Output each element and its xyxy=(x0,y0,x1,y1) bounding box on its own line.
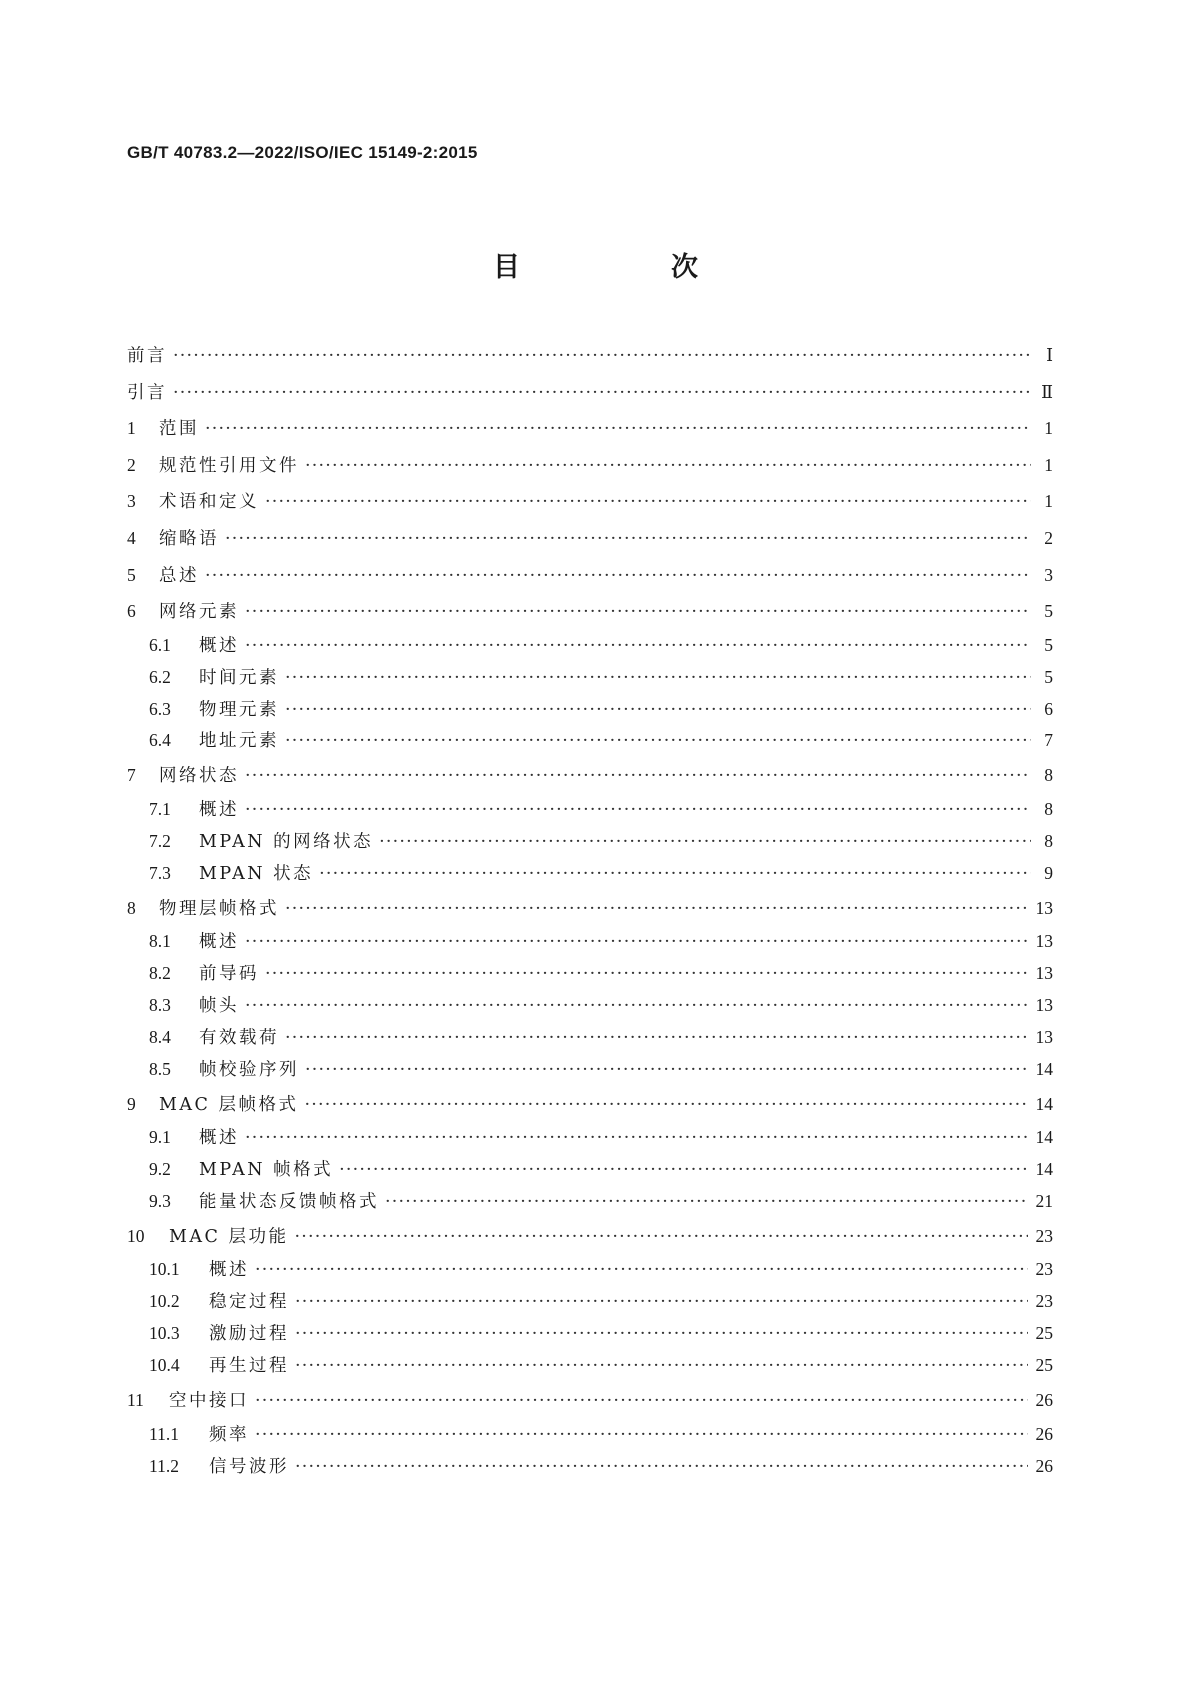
toc-entry-number: 7.2 xyxy=(149,830,171,851)
toc-subentry[interactable] xyxy=(127,990,1053,1022)
toc-entry-page: 14 xyxy=(1035,1127,1053,1148)
toc-entry-number: 8.5 xyxy=(149,1058,171,1079)
toc-entry-number: 6.2 xyxy=(149,666,171,687)
toc-entry[interactable] xyxy=(127,337,1053,374)
dot-leader xyxy=(265,959,1028,991)
toc-subentry[interactable] xyxy=(127,1122,1053,1154)
toc-entry-page: 8 xyxy=(1044,830,1053,851)
toc-entry[interactable] xyxy=(127,1218,1053,1255)
toc-entry-title: 帧校验序列 xyxy=(199,1059,299,1080)
dot-leader xyxy=(245,758,1031,795)
dot-leader xyxy=(173,375,1031,412)
toc-entry-title: 概述 xyxy=(199,635,239,656)
toc-entry[interactable] xyxy=(127,520,1053,557)
toc-entry-page: 23 xyxy=(1035,1225,1053,1246)
toc-entry-number: 7.1 xyxy=(149,798,171,819)
dot-leader xyxy=(305,448,1031,485)
toc-entry-title: 前导码 xyxy=(199,964,259,985)
toc-entry-number: 10.2 xyxy=(149,1291,180,1312)
toc-entry-page: 2 xyxy=(1044,527,1053,548)
toc-entry[interactable] xyxy=(127,483,1053,520)
toc-entry-page: 13 xyxy=(1035,897,1053,918)
toc-subentry[interactable] xyxy=(127,958,1053,990)
toc-entry-page: 14 xyxy=(1035,1058,1053,1079)
toc-entry-page: 13 xyxy=(1035,1026,1053,1047)
toc-entry-number: 10.3 xyxy=(149,1323,180,1344)
toc-entry-page: 5 xyxy=(1044,666,1053,687)
dot-leader xyxy=(265,484,1031,521)
toc-entry-title: 概述 xyxy=(199,1128,239,1149)
toc-entry-page: 21 xyxy=(1035,1191,1053,1211)
toc-entry-title: 网络元素 xyxy=(159,602,239,623)
toc-entry-title: 信号波形 xyxy=(209,1456,289,1477)
toc-entry-number: 3 xyxy=(127,491,136,512)
dot-leader xyxy=(295,1351,1028,1383)
dot-leader xyxy=(205,411,1031,448)
toc-entry-number: 11.1 xyxy=(149,1423,179,1444)
toc-subentry[interactable] xyxy=(127,794,1053,826)
toc-entry-title: 术语和定义 xyxy=(159,492,259,513)
toc-entry-title: 稳定过程 xyxy=(209,1292,289,1313)
toc-entry-title: 时间元素 xyxy=(199,667,279,688)
toc-entry-title: 范围 xyxy=(159,419,199,440)
toc-entry-page: 25 xyxy=(1035,1355,1053,1376)
toc-subentry[interactable] xyxy=(127,694,1053,726)
toc-entry-number: 9 xyxy=(127,1093,136,1114)
dot-leader xyxy=(285,695,1031,727)
toc-entry-number: 8.4 xyxy=(149,1026,171,1047)
dot-leader xyxy=(245,594,1031,631)
toc-entry-page: 13 xyxy=(1035,963,1053,984)
dot-leader xyxy=(379,827,1031,859)
toc-entry-page: 6 xyxy=(1044,698,1053,719)
toc-entry-page: 13 xyxy=(1035,994,1053,1015)
toc-entry-number: 4 xyxy=(127,527,136,548)
toc-entry[interactable] xyxy=(127,593,1053,630)
table-of-contents xyxy=(127,337,1053,1482)
toc-entry-title: 概述 xyxy=(209,1260,249,1281)
toc-entry-number: 6.4 xyxy=(149,730,171,751)
dot-leader xyxy=(255,1420,1028,1452)
toc-entry-number: 10.4 xyxy=(149,1355,180,1376)
toc-entry-title: MPAN 的网络状态 xyxy=(199,831,374,852)
toc-entry-number: 6.1 xyxy=(149,634,171,655)
toc-entry-page: 7 xyxy=(1044,730,1053,751)
toc-subentry[interactable] xyxy=(127,1154,1053,1186)
toc-subentry[interactable] xyxy=(127,725,1053,757)
toc-entry-number: 9.3 xyxy=(149,1191,171,1211)
dot-leader xyxy=(285,726,1031,758)
toc-entry-title: 频率 xyxy=(209,1424,249,1445)
toc-entry-page: 14 xyxy=(1035,1093,1053,1114)
toc-entry-number: 1 xyxy=(127,418,136,439)
toc-subentry[interactable] xyxy=(127,1022,1053,1054)
toc-entry-title: 空中接口 xyxy=(169,1391,249,1412)
toc-entry[interactable] xyxy=(127,757,1053,794)
toc-entry-number: 8 xyxy=(127,897,136,918)
dot-leader xyxy=(305,1055,1028,1087)
toc-entry-page: 26 xyxy=(1035,1455,1053,1476)
dot-leader xyxy=(295,1219,1028,1256)
toc-entry-title: 再生过程 xyxy=(209,1356,289,1377)
page-title: 目 次 xyxy=(493,252,760,283)
toc-entry-number: 6.3 xyxy=(149,698,171,719)
toc-entry-page: 8 xyxy=(1044,765,1053,786)
toc-entry-page: 23 xyxy=(1035,1291,1053,1312)
toc-subentry[interactable] xyxy=(127,858,1053,890)
toc-entry[interactable] xyxy=(127,374,1053,411)
toc-subentry[interactable] xyxy=(127,926,1053,958)
toc-entry-number: 8.1 xyxy=(149,931,171,952)
dot-leader xyxy=(295,1287,1028,1319)
dot-leader xyxy=(205,558,1031,595)
toc-entry[interactable] xyxy=(127,410,1053,447)
toc-entry-page: 26 xyxy=(1035,1390,1053,1411)
toc-entry[interactable] xyxy=(127,557,1053,594)
toc-entry-title: 概述 xyxy=(199,799,239,820)
dot-leader xyxy=(245,927,1028,959)
toc-entry-page: 5 xyxy=(1044,601,1053,622)
toc-entry-page: 9 xyxy=(1044,862,1053,883)
toc-entry-page: 1 xyxy=(1044,491,1053,512)
dot-leader xyxy=(245,631,1031,663)
toc-entry-number: 9.2 xyxy=(149,1159,171,1180)
toc-entry-page: 23 xyxy=(1035,1259,1053,1280)
toc-entry-title: MAC 层功能 xyxy=(169,1226,289,1247)
dot-leader xyxy=(173,338,1031,375)
dot-leader xyxy=(285,1023,1028,1055)
toc-entry-title: 网络状态 xyxy=(159,766,239,787)
dot-leader xyxy=(255,1383,1028,1420)
toc-entry-number: 11 xyxy=(127,1390,144,1411)
toc-entry-page: 5 xyxy=(1044,634,1053,655)
dot-leader xyxy=(245,795,1031,827)
toc-entry-number: 7 xyxy=(127,765,136,786)
toc-entry-title: MPAN 帧格式 xyxy=(199,1160,334,1181)
toc-entry-number: 6 xyxy=(127,601,136,622)
toc-entry-number: 11.2 xyxy=(149,1455,179,1476)
dot-leader xyxy=(295,1452,1028,1484)
dot-leader xyxy=(385,1187,1028,1219)
dot-leader xyxy=(285,891,1028,928)
toc-subentry[interactable] xyxy=(127,1451,1053,1483)
toc-entry-title: 物理元素 xyxy=(199,699,279,720)
toc-entry-title: 总述 xyxy=(159,565,199,586)
toc-subentry[interactable] xyxy=(127,826,1053,858)
toc-entry-page: 13 xyxy=(1035,931,1053,952)
dot-leader xyxy=(295,1319,1028,1351)
toc-entry-number: 7.3 xyxy=(149,862,171,883)
toc-entry[interactable] xyxy=(127,1382,1053,1419)
dot-leader xyxy=(305,1087,1028,1124)
toc-entry-title: 前言 xyxy=(127,346,167,366)
toc-entry-title: 有效载荷 xyxy=(199,1027,279,1048)
dot-leader xyxy=(245,1123,1028,1155)
standard-number: GB/T 40783.2—2022/ISO/IEC 15149-2:2015 xyxy=(127,143,478,162)
toc-entry-title: 激励过程 xyxy=(209,1324,289,1345)
toc-subentry[interactable] xyxy=(127,1254,1053,1286)
toc-subentry[interactable] xyxy=(127,1054,1053,1086)
toc-entry-title: 规范性引用文件 xyxy=(159,455,299,476)
dot-leader xyxy=(245,991,1028,1023)
toc-entry-title: 引言 xyxy=(127,382,167,403)
toc-entry-number: 5 xyxy=(127,564,136,585)
toc-entry-number: 8.2 xyxy=(149,963,171,984)
toc-entry-page: 26 xyxy=(1035,1423,1053,1444)
toc-entry-number: 10 xyxy=(127,1225,145,1246)
toc-entry-page: 14 xyxy=(1035,1159,1053,1180)
toc-entry-page: 1 xyxy=(1044,418,1053,439)
toc-entry-title: 物理层帧格式 xyxy=(159,898,279,919)
toc-entry-number: 8.3 xyxy=(149,994,171,1015)
dot-leader xyxy=(285,663,1031,695)
toc-entry-title: 帧头 xyxy=(199,995,239,1016)
toc-entry[interactable] xyxy=(127,890,1053,927)
toc-entry-number: 9.1 xyxy=(149,1127,171,1148)
toc-subentry[interactable] xyxy=(127,662,1053,694)
toc-entry-title: MPAN 状态 xyxy=(199,863,314,884)
toc-entry-page: 25 xyxy=(1035,1323,1053,1344)
toc-entry-page: Ⅱ xyxy=(1041,381,1053,402)
toc-entry-number: 2 xyxy=(127,454,136,475)
toc-entry-title: 能量状态反馈帧格式 xyxy=(199,1192,379,1212)
dot-leader xyxy=(339,1155,1027,1187)
dot-leader xyxy=(225,521,1031,558)
toc-entry-title: MAC 层帧格式 xyxy=(159,1094,299,1115)
toc-entry[interactable] xyxy=(127,447,1053,484)
toc-subentry[interactable] xyxy=(127,1186,1053,1218)
toc-subentry[interactable] xyxy=(127,1419,1053,1451)
toc-subentry[interactable] xyxy=(127,1350,1053,1382)
toc-subentry[interactable] xyxy=(127,1318,1053,1350)
toc-entry-title: 地址元素 xyxy=(199,731,279,752)
toc-entry[interactable] xyxy=(127,1086,1053,1123)
toc-subentry[interactable] xyxy=(127,630,1053,662)
toc-entry-page: 3 xyxy=(1044,564,1053,585)
toc-entry-page: Ⅰ xyxy=(1046,345,1053,365)
dot-leader xyxy=(255,1255,1028,1287)
toc-entry-number: 10.1 xyxy=(149,1259,180,1280)
dot-leader xyxy=(319,859,1031,891)
toc-subentry[interactable] xyxy=(127,1286,1053,1318)
toc-entry-title: 缩略语 xyxy=(159,528,219,549)
toc-entry-page: 1 xyxy=(1044,454,1053,475)
toc-entry-page: 8 xyxy=(1044,798,1053,819)
toc-entry-title: 概述 xyxy=(199,932,239,953)
